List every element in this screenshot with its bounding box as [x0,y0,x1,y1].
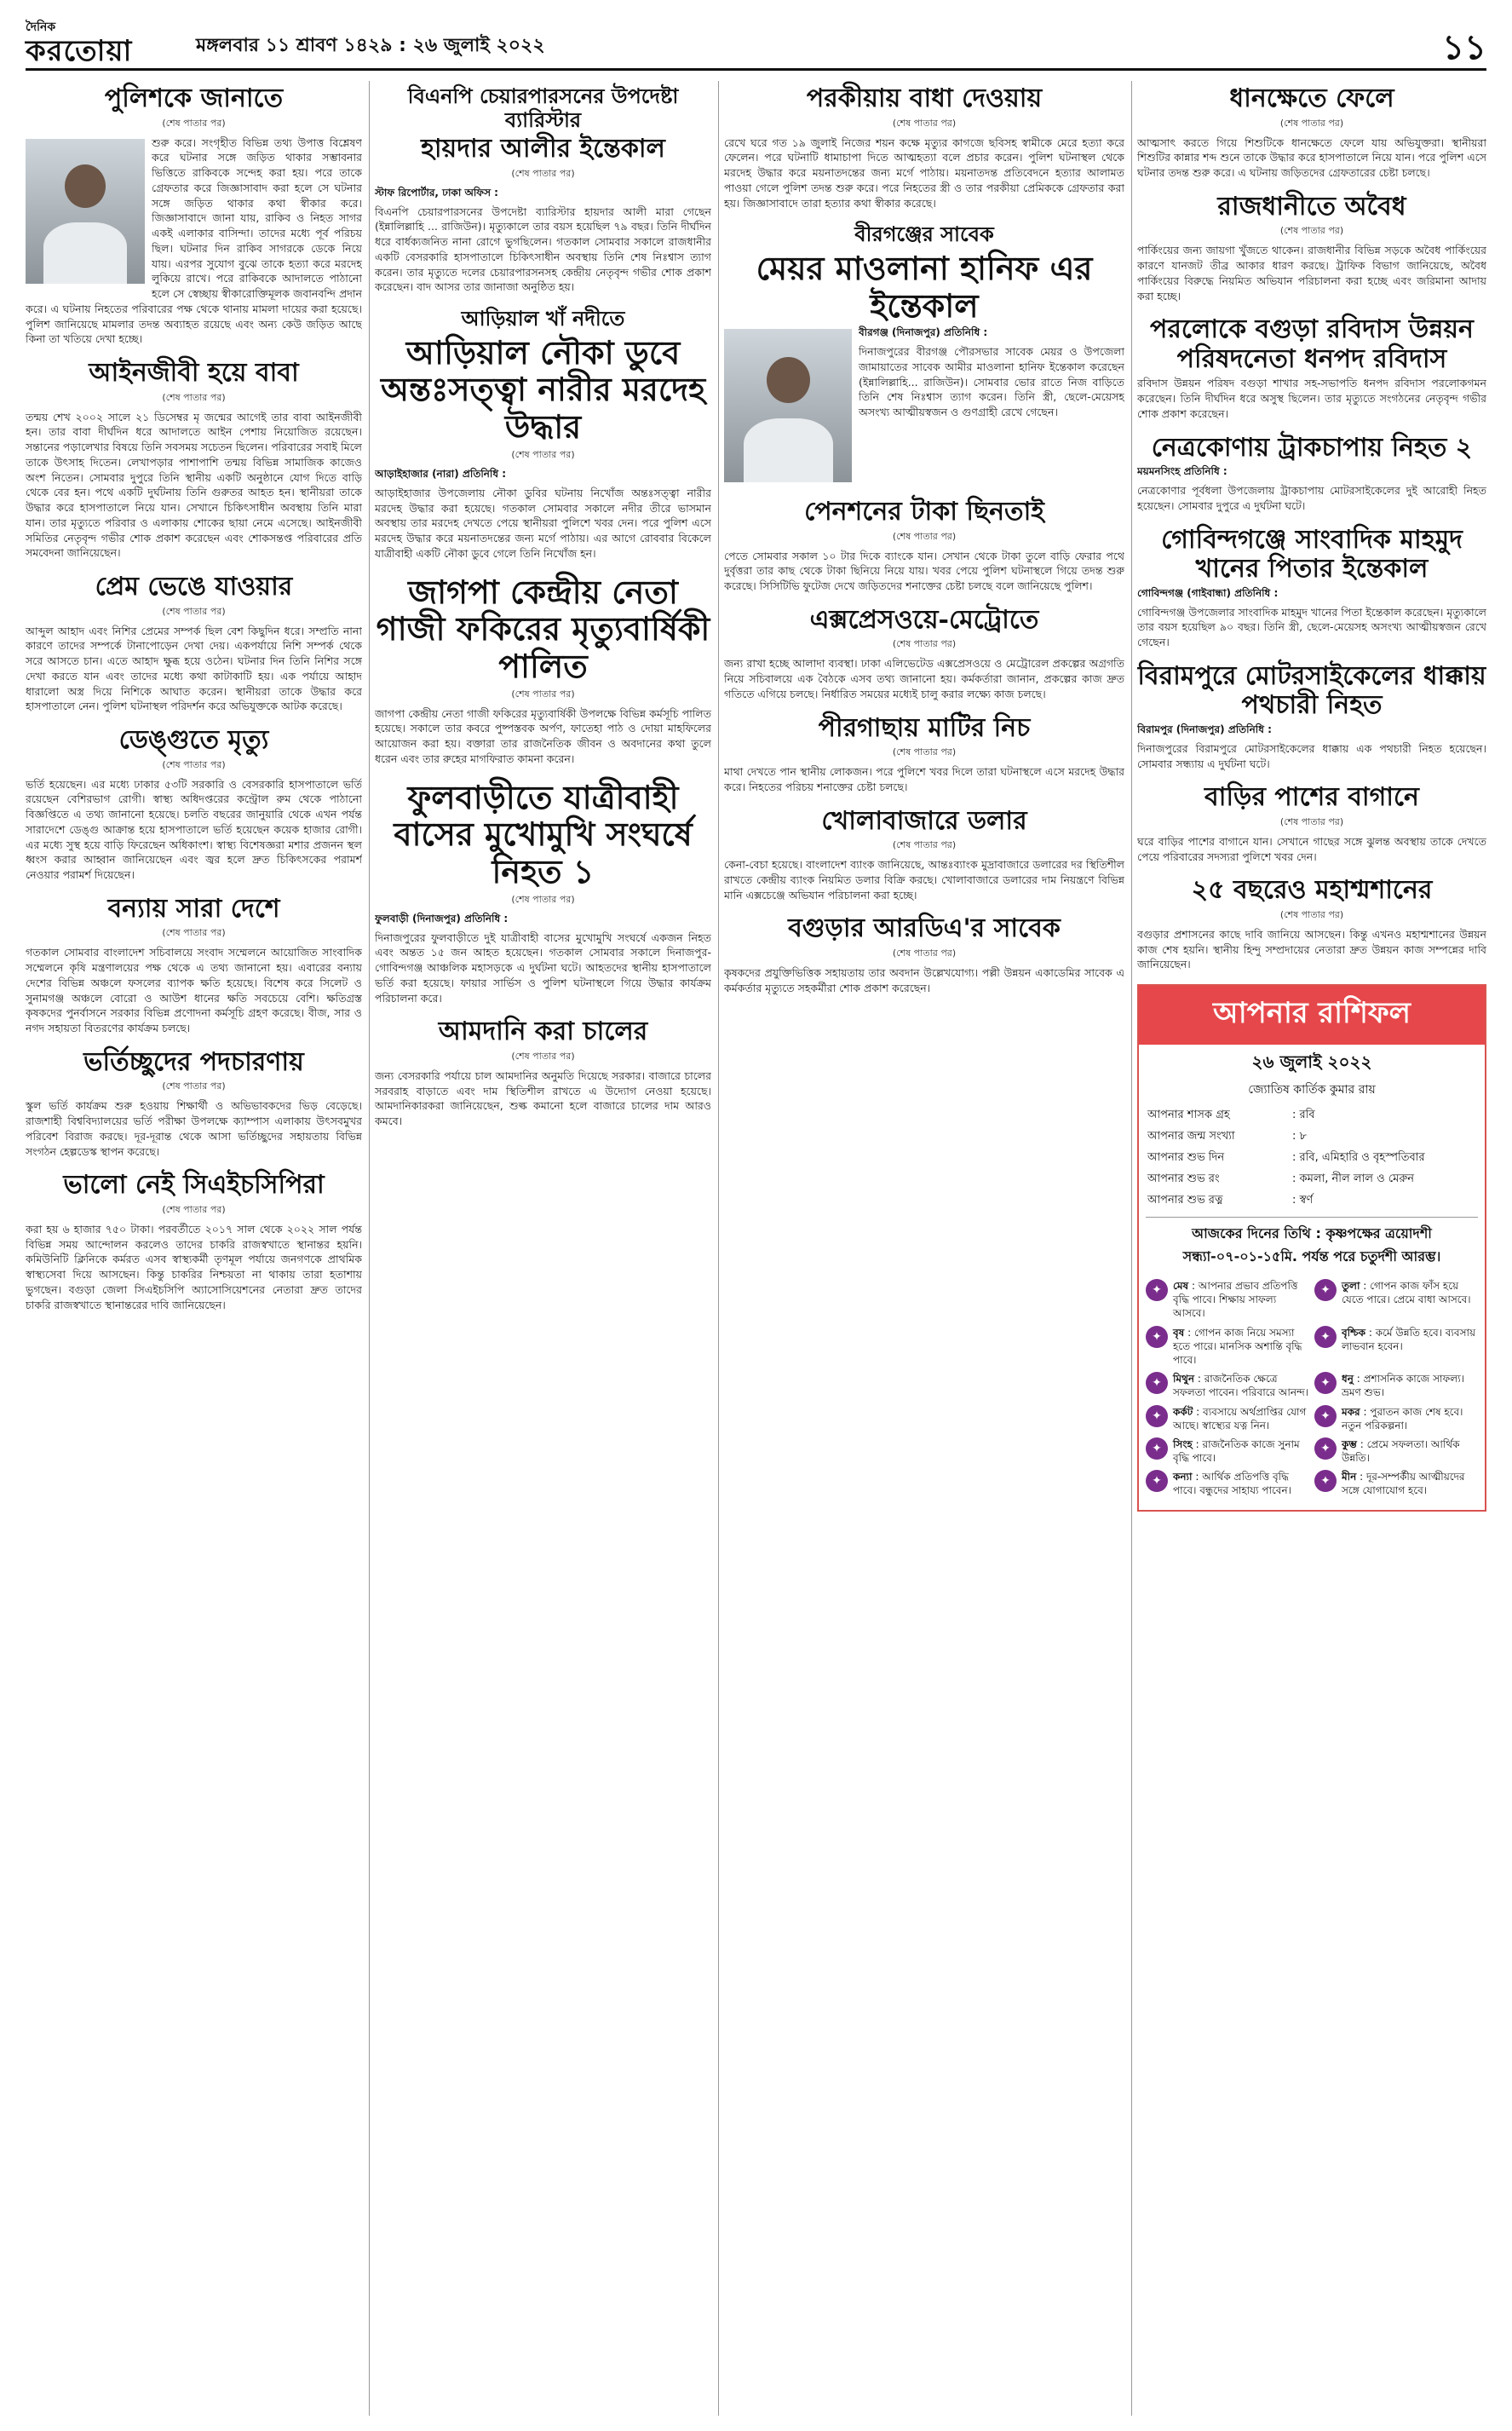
story-continued: (শেষ পাতার পর) [162,605,226,617]
newspaper-logo [26,17,175,68]
zodiac-icon: ✦ [1314,1372,1337,1394]
horoscope-row-value: : স্বর্ণ [1292,1194,1314,1207]
zodiac-reading: গোপন কাজ ফাঁস হয়ে যেতে পারে। প্রেমে বাধা আসবে। [1342,1280,1471,1306]
horoscope-row-key: আপনার জন্ম সংখ্যা [1147,1130,1235,1143]
news-story [26,573,362,714]
dateline: মঙ্গলবার ১১ শ্রাবণ ১৪২৯ : ২৬ জুলাই ২০২২ [196,35,545,56]
zodiac-text: সিংহ : রাজনৈতিক কাজে সুনাম বৃদ্ধি পাবে। [1173,1437,1300,1465]
news-story [1137,662,1486,772]
story-body: নেত্রকোণার পূর্বধলা উপজেলায় ট্রাকচাপায় মোটরসাইকেলের দুই আরোহী নিহত হয়েছেন। সোমবার দুপুরে এ দুর্ঘটনা ঘটে। [1137,484,1486,512]
story-headline: জাগপা কেন্দ্রীয় নেতা গাজী ফকিরের মৃত্যুবার্ষিকী পালিত [376,572,710,685]
zodiac-reading: প্রেমে সফলতা। আর্থিক উন্নতি। [1342,1437,1460,1465]
story-continued: (শেষ পাতার পর) [511,893,575,905]
news-story [724,714,1124,795]
horoscope-row [1139,1169,1485,1190]
column-4-stories [1137,84,1486,972]
horoscope-box [1137,984,1486,1512]
zodiac-name: মকর [1342,1405,1360,1418]
story-body: কৃষকদের প্রযুক্তিভিত্তিক সহায়তায় তার অবদান উল্লেখযোগ্য। পল্লী উন্নয়ন একাডেমির সাবেক এ কর্মকর্তার মৃত্যুতে সহকর্মীরা শোক প্রকাশ করেছেন। [724,965,1124,994]
zodiac-name: ধনু [1342,1373,1354,1385]
horoscope-tithi: আজকের দিনের তিথি : কৃষ্ণপক্ষের ত্রয়োদশী সন্ধ্যা-০৭-০১-১৫মি. পর্যন্ত পরে চতুর্দশী আরম্ভ। [1146,1217,1478,1269]
zodiac-sign [1146,1470,1309,1497]
story-kicker: বীরগঞ্জের সাবেক [854,222,994,247]
story-byline: বীরগঞ্জ (দিনাজপুর) প্রতিনিধি : [859,326,988,339]
horoscope-row-key: আপনার শাসক গ্রহ [1147,1109,1230,1121]
column-divider [369,81,370,2416]
story-continued: (শেষ পাতার পর) [892,746,957,758]
news-story [375,307,711,561]
logo-small-text: দৈনিক [26,20,56,34]
zodiac-icon: ✦ [1146,1372,1168,1394]
story-byline: আড়াইহাজার (নারা) প্রতিনিধি : [375,467,507,480]
zodiac-reading: কর্মে উন্নতি হবে। ব্যবসায় লাভবান হবেন। [1342,1326,1476,1352]
story-headline: পেনশনের টাকা ছিনতাই [804,497,1044,527]
zodiac-name: তুলা [1342,1280,1360,1292]
story-continued: (শেষ পাতার পর) [162,1203,226,1215]
zodiac-name: সিংহ [1173,1437,1193,1450]
news-story [1137,783,1486,864]
story-continued: (শেষ পাতার পর) [511,688,575,700]
horoscope-date: ২৬ জুলাই ২০২২ [1251,1051,1372,1072]
story-kicker: আড়িয়াল খাঁ নদীতে [461,306,625,331]
story-body: স্কুল ভর্তি কার্যক্রম শুরু হওয়ায় শিক্ষার্থী ও অভিভাবকদের ভিড় বেড়েছে। রাজশাহী বিশ্ববিদ্যালয়ের ভর্তি পরীক্ষা উপলক্ষে ক্যাম্পাস এলাকায় উৎসবমুখর পরিবেশ বিরাজ করছে। দূর-দূরান্ত থেকে আসা ভর্তিচ্ছুদের সহায়তায় বিভিন্ন সংগঠন হেল্পডেস্ক স্থাপন করেছে। [26,1099,362,1158]
story-headline: গোবিন্দগঞ্জে সাংবাদিক মাহমুদ খানের পিতার ইন্তেকাল [1161,524,1463,584]
zodiac-reading: দূর-সম্পর্কীয় আত্মীয়দের সঙ্গে যোগাযোগ হবে। [1342,1471,1465,1497]
zodiac-sign [1314,1437,1478,1465]
news-story [375,779,711,1006]
news-story [724,498,1124,594]
column-1 [26,81,362,2416]
story-continued: (শেষ পাতার পর) [162,758,226,770]
horoscope-info [1139,1105,1485,1212]
horoscope-row-value: : ৮ [1292,1130,1307,1143]
zodiac-reading: আপনার প্রভাব প্রতিপত্তি বৃদ্ধি পাবে। শিক্ষায় সাফল্য আসবে। [1173,1280,1298,1320]
zodiac-sign [1314,1326,1478,1368]
story-continued: (শেষ পাতার পর) [162,1080,226,1092]
news-story [26,1171,362,1312]
masthead [26,15,1486,71]
story-continued: (শেষ পাতার পর) [1279,908,1344,920]
zodiac-reading: আর্থিক প্রতিপত্তি বৃদ্ধি পাবে। বন্ধুদের সাহায্য পাবেন। [1173,1471,1291,1497]
zodiac-text: মেষ : আপনার প্রভাব প্রতিপত্তি বৃদ্ধি পাবে। শিক্ষায় সাফল্য আসবে। [1173,1280,1298,1320]
story-headline: বন্যায় সারা দেশে [107,893,280,924]
horoscope-row-value: : রবি [1292,1109,1315,1121]
zodiac-icon: ✦ [1146,1470,1168,1492]
story-kicker: বিএনপি চেয়ারপারসনের উপদেষ্টা ব্যারিস্টার [407,84,679,132]
news-story [26,726,362,883]
story-continued: (শেষ পাতার পর) [1279,117,1344,129]
news-story [724,914,1124,995]
news-story [1137,526,1486,650]
story-body: রেখে ঘরে গত ১৯ জুলাই নিজের শয়ন কক্ষে মৃত্যুর কাগজে ছবিসহ স্বামীকে মেরে হত্যা করে ফেলেন। পরে ঘটনাটি ধামাচাপা দিতে আত্মহত্যা বলে প্রচার করেন। পুলিশ ঘটনাস্থল থেকে মরদেহ উদ্ধার করে ময়নাতদন্তের জন্য মর্গে পাঠায়। ময়নাতদন্ত প্রতিবেদনে হত্যার আলামত পাওয়া গেলে পুলিশ তদন্ত শুরু করে। পরে নিহতের স্ত্রী ও তার পরকীয়া প্রেমিককে গ্রেফতার করা হয়। জিজ্ঞাসাবাদে তারা হত্যার কথা স্বীকার করেছে। [724,135,1124,210]
story-headline: বাড়ির পাশের বাগানে [1204,782,1419,813]
zodiac-icon: ✦ [1146,1437,1168,1460]
story-body: করা হয় ৬ হাজার ৭৫০ টাকা। পরবর্তীতে ২০১৭ সাল থেকে ২০২২ সাল পর্যন্ত বিভিন্ন সময় আন্দোলন করলেও তাদের চাকরি রাজস্বখাতে স্থানান্তর হয়নি। কমিউনিটি ক্লিনিকে কর্মরত এসব স্বাস্থ্যকর্মী তৃণমূল পর্যায়ে জনগণকে প্রাথমিক স্বাস্থ্যসেবা দিয়ে আসছেন। কিন্তু চাকরির নিশ্চয়তা না থাকায় তারা হতাশায় ভুগছেন। বগুড়া জেলা সিএইচসিপি অ্যাসোসিয়েশনের নেতারা দ্রুত তাদের চাকরি রাজস্বখাতে স্থানান্তরের দাবি জানিয়েছেন। [26,1222,362,1311]
column-2 [375,81,711,2416]
news-story [375,84,711,295]
zodiac-text: কর্কট : ব্যবসায়ে অর্থপ্রাপ্তির যোগ আছে। স্বাস্থ্যের যত্ন নিন। [1173,1405,1307,1432]
story-continued: (শেষ পাতার পর) [162,927,226,939]
zodiac-sign [1314,1405,1478,1432]
horoscope-row-key: আপনার শুভ দিন [1147,1151,1225,1164]
story-continued: (শেষ পাতার পর) [1279,815,1344,827]
zodiac-sign [1146,1372,1309,1399]
zodiac-text: মিথুন : রাজনৈতিক ক্ষেত্রে সফলতা পাবেন। পরিবারে আনন্দ। [1173,1373,1308,1399]
zodiac-icon: ✦ [1314,1437,1337,1460]
story-body: জন্য বেসরকারি পর্যায়ে চাল আমদানির অনুমতি দিয়েছে সরকার। বাজারে চালের সরবরাহ বাড়াতে এবং দাম স্থিতিশীল রাখতে এ উদ্যোগ নেওয়া হয়েছে। আমদানিকারকরা জানিয়েছেন, শুল্ক কমানো হলে বাজারে চালের দাম আরও কমবে। [375,1069,711,1128]
news-story [375,573,711,767]
news-story [724,606,1124,702]
horoscope-row [1139,1105,1485,1126]
story-body: পার্কিংয়ের জন্য জায়গা খুঁজতে থাকেন। রাজধানীর বিভিন্ন সড়কে অবৈধ পার্কিংয়ের কারণে যানজট তীব্র আকার ধারণ করছে। ট্রাফিক বিভাগ জানিয়েছে, অবৈধ পার্কিংয়ের বিরুদ্ধে নিয়মিত অভিযান পরিচালনা করা হচ্ছে এবং জরিমানা আদায় করা হচ্ছে। [1137,244,1486,302]
story-headline: হায়দার আলীর ইন্তেকাল [421,134,665,164]
zodiac-sign [1314,1372,1478,1399]
story-body: গতকাল সোমবার বাংলাদেশ সচিবালয়ে সংবাদ সম্মেলনে আয়োজিত সাংবাদিক সম্মেলনে কৃষি মন্ত্রণালয়ের পক্ষ থেকে এ তথ্য জানানো হয়। এবারের বন্যায় দেশের বিভিন্ন অঞ্চলে ফসলের ব্যাপক ক্ষতি হয়েছে। বিশেষ করে সিলেট ও সুনামগঞ্জ অঞ্চলে বোরো ও আউশ ধানের ক্ষতি সবচেয়ে বেশি। ক্ষতিগ্রস্ত কৃষকদের পুনর্বাসনে সরকার বিভিন্ন প্রণোদনা কর্মসূচি গ্রহণ করেছে। বীজ, সার ও নগদ সহায়তা বিতরণের কার্যক্রম চলছে। [26,946,362,1034]
story-continued: (শেষ পাতার পর) [892,117,957,129]
story-body: তন্ময় শেখ ২০০২ সালে ২১ ডিসেম্বর মৃ জন্মের আগেই তার বাবা আইনজীবী হন। তার বাবা দীর্ঘদিন ধরে আদালতে আইন পেশায় নিয়োজিত রয়েছেন। সন্তানের পড়ালেখার বিষয়ে তিনি সবসময় সচেতন ছিলেন। পরিবারের সবাই মিলে তাকে উৎসাহ দিতেন। লেখাপড়ার পাশাপাশি তন্ময় বিভিন্ন সামাজিক কাজেও অংশ নিতেন। সোমবার দুপুরে তিনি স্থানীয় একটি অনুষ্ঠানে যোগ দিতে বাড়ি থেকে বের হন। পথে একটি দুর্ঘটনায় তিনি গুরুতর আহত হন। স্থানীয়রা তাকে উদ্ধার করে হাসপাতালে নিয়ে যান। সেখানে চিকিৎসাধীন অবস্থায় তিনি মারা যান। তার মৃত্যুতে পরিবার ও এলাকায় শোকের ছায়া নেমে এসেছে। আইনজীবী সমিতির নেতৃবৃন্দ গভীর শোক প্রকাশ করেছেন এবং শোকসন্তপ্ত পরিবারের প্রতি সমবেদনা জানিয়েছেন। [26,410,362,560]
horoscope-row-key: আপনার শুভ রত্ন [1147,1194,1223,1207]
zodiac-sign [1146,1405,1309,1432]
news-story [724,84,1124,210]
story-body: বিএনপি চেয়ারপারসনের উপদেষ্টা ব্যারিস্টার হায়দার আলী মারা গেছেন (ইন্নালিল্লাহি ... রাজিউন)। মৃত্যুকালে তার বয়স হয়েছিল ৭৯ বছর। তিনি দীর্ঘদিন ধরে বার্ধক্যজনিত নানা রোগে ভুগছিলেন। গতকাল সোমবার সকালে রাজধানীর একটি বেসরকারি হাসপাতালে চিকিৎসাধীন অবস্থায় তিনি শেষ নিঃশ্বাস ত্যাগ করেন। তার মৃত্যুতে দলের চেয়ারপারসনসহ কেন্দ্রীয় নেতৃবৃন্দ গভীর শোক প্রকাশ করেছেন। বাদ আসর তার জানাজা অনুষ্ঠিত হয়। [375,205,711,294]
zodiac-icon: ✦ [1146,1326,1168,1348]
zodiac-name: বৃষ [1173,1326,1185,1339]
story-body: পেতে সোমবার সকাল ১০ টার দিকে ব্যাংকে যান। সেখান থেকে টাকা তুলে বাড়ি ফেরার পথে দুর্বৃত্তরা তার কাছ থেকে টাকা ছিনিয়ে নিয়ে যায়। খবর পেয়ে পুলিশ ঘটনাস্থলে গিয়ে তদন্ত শুরু করেছে। সিসিটিভি ফুটেজ দেখে জড়িতদের শনাক্তের চেষ্টা চলছে বলে জানিয়েছে পুলিশ। [724,549,1124,593]
photo-torso [43,222,127,283]
zodiac-text: বৃষ : গোপন কাজ নিয়ে সমস্যা হতে পারে। মানসিক অশান্তি বৃদ্ধি পাবে। [1173,1326,1302,1366]
story-byline: ফুলবাড়ী (দিনাজপুর) প্রতিনিধি : [375,912,509,925]
story-body: গোবিন্দগঞ্জ উপজেলার সাংবাদিক মাহমুদ খানের পিতা ইন্তেকাল করেছেন। মৃত্যুকালে তার বয়স হয়েছিল ৯০ বছর। তিনি স্ত্রী, ছেলে-মেয়েসহ অসংখ্য আত্মীয়স্বজন রেখে গেছেন। [1137,605,1486,648]
story-body: আড়াইহাজার উপজেলায় নৌকা ডুবির ঘটনায় নিখোঁজ অন্তঃসত্ত্বা নারীর মরদেহ উদ্ধার করা হয়েছে। গতকাল সোমবার সকালে নদীর তীরে ভাসমান অবস্থায় তার মরদেহ দেখতে পেয়ে স্থানীয়রা পুলিশে খবর দেন। পরে পুলিশ এসে মরদেহ উদ্ধার করে ময়নাতদন্তের জন্য মর্গে পাঠায়। এর আগে রোববার বিকেলে যাত্রীবাহী একটি নৌকা ডুবে গেলে তিনি নিখোঁজ হন। [375,486,711,560]
column-divider [1131,81,1132,2416]
horoscope-signs [1139,1274,1485,1503]
news-story [1137,876,1486,972]
photo-head [65,164,106,208]
story-headline: রাজধানীতে অবৈধ [1217,191,1406,222]
story-body: কেনা-বেচা হয়েছে। বাংলাদেশ ব্যাংক জানিয়েছে, আন্তঃব্যাংক মুদ্রাবাজারে ডলারের দর স্থিতিশীল রাখতে কেন্দ্রীয় ব্যাংক নিয়মিত ডলার বিক্রি করছে। খোলাবাজারে ডলারের দাম নিয়ন্ত্রণে বিভিন্ন মানি এক্সচেঞ্জে অভিযান পরিচালনা করা হচ্ছে। [724,858,1124,902]
story-body: মাথা দেখতে পান স্থানীয় লোকজন। পরে পুলিশে খবর দিলে তারা ঘটনাস্থলে এসে মরদেহ উদ্ধার করে। নিহতের পরিচয় শনাক্তের চেষ্টা চলছে। [724,765,1124,793]
zodiac-text: কুম্ভ : প্রেমে সফলতা। আর্থিক উন্নতি। [1342,1437,1460,1465]
news-story [724,807,1124,903]
news-story [1137,434,1486,514]
story-continued: (শেষ পাতার পর) [511,1050,575,1062]
news-story [1137,84,1486,181]
story-headline: পুলিশকে জানাতে [104,84,284,113]
story-body: ভর্তি হয়েছেন। এর মধ্যে ঢাকার ৫৩টি সরকারি ও বেসরকারি হাসপাতালে ভর্তি রয়েছেন বেশিরভাগ রোগী। স্বাস্থ্য অধিদপ্তরের কন্ট্রোল রুম থেকে পাঠানো বিজ্ঞপ্তিতে এ তথ্য জানানো হয়েছে। চলতি বছরের জানুয়ারি থেকে এখন পর্যন্ত সারাদেশে ডেঙ্গু আক্রান্ত হয়ে হাসপাতালে ভর্তি হয়েছেন কয়েক হাজার রোগী। এর মধ্যে সুস্থ হয়ে বাড়ি ফিরেছেন অধিকাংশ। স্বাস্থ্য বিশেষজ্ঞরা মশার প্রজনন স্থল ধ্বংস করার আহ্বান জানিয়েছেন এবং জ্বর হলে দ্রুত চিকিৎসকের পরামর্শ নেওয়ার পরামর্শ দিয়েছেন। [26,777,362,881]
story-body: শুরু করে। সংগৃহীত বিভিন্ন তথ্য উপাত্ত বিশ্লেষণ করে ঘটনার সঙ্গে জড়িত থাকার সম্ভাবনার ভিত্তিতে রাকিবকে সন্দেহ করা হয়। পরে তাকে গ্রেফতার করে জিজ্ঞাসাবাদ করা হলে সে ঘটনার সঙ্গে জড়িত থাকার কথা স্বীকার করে। জিজ্ঞাসাবাদে জানা যায়, রাকিব ও নিহত সাগর একই এলাকার বাসিন্দা। তাদের মধ্যে পূর্ব পরিচয় ছিল। ঘটনার দিন রাকিব সাগরকে ডেকে নিয়ে যায়। এরপর সুযোগ বুঝে তাকে হত্যা করে মরদেহ লুকিয়ে রাখে। পরে রাকিবকে আদালতে পাঠানো হলে সে স্বেচ্ছায় স্বীকারোক্তিমূলক জবানবন্দি প্রদান করে। এ ঘটনায় নিহতের পরিবারের পক্ষ থেকে থানায় মামলা দায়ের করা হয়েছে। পুলিশ জানিয়েছে মামলার তদন্ত অব্যাহত রয়েছে এবং অন্য কেউ জড়িত আছে কিনা তা খতিয়ে দেখা হচ্ছে। [26,135,362,346]
news-story [1137,193,1486,304]
story-headline: মেয়র মাওলানা হানিফ এর ইন্তেকাল [756,248,1093,325]
zodiac-sign [1146,1437,1309,1465]
zodiac-name: কর্কট [1173,1405,1193,1418]
news-story [724,222,1124,486]
zodiac-name: মীন [1342,1471,1357,1483]
zodiac-icon: ✦ [1314,1326,1337,1348]
story-continued: (শেষ পাতার পর) [162,117,226,129]
story-headline: খোলাবাজারে ডলার [821,805,1027,836]
news-story [26,84,362,347]
story-byline: ময়মনসিংহ প্রতিনিধি : [1137,465,1227,477]
news-story [1137,315,1486,421]
story-headline: এক্সপ্রেসওয়ে-মেট্রোতে [809,604,1039,635]
zodiac-sign [1146,1326,1309,1368]
news-story [26,1048,362,1160]
horoscope-row-key: আপনার শুভ রং [1147,1172,1220,1185]
story-headline: পরকীয়ায় বাধা দেওয়ায় [806,84,1043,113]
story-continued: (শেষ পাতার পর) [892,530,957,542]
news-story [26,895,362,1036]
story-headline: ডেঙ্গুতে মৃত্যু [118,725,269,755]
zodiac-icon: ✦ [1314,1470,1337,1492]
story-headline: ধানক্ষেতে ফেলে [1229,84,1394,113]
story-headline: আড়িয়াল নৌকা ডুবে অন্তঃসত্ত্বা নারীর মরদেহ উদ্ধার [380,332,706,446]
story-continued: (শেষ পাতার পর) [892,947,957,959]
story-body: দিনাজপুরের ফুলবাড়ীতে দুই যাত্রীবাহী বাসের মুখোমুখি সংঘর্ষে একজন নিহত এবং অন্তত ১৫ জন আহত হয়েছেন। গতকাল সোমবার সকালে দিনাজপুর-গোবিন্দগঞ্জ আঞ্চলিক মহাসড়কে এ দুর্ঘটনা ঘটে। আহতদের স্থানীয় হাসপাতালে ভর্তি করা হয়েছে। ফায়ার সার্ভিস ও পুলিশ ঘটনাস্থলে গিয়ে উদ্ধার কার্যক্রম পরিচালনা করে। [375,930,711,1005]
story-headline: নেত্রকোণায় ট্রাকচাপায় নিহত ২ [1151,432,1473,463]
zodiac-text: বৃশ্চিক : কর্মে উন্নতি হবে। ব্যবসায় লাভবান হবেন। [1342,1326,1476,1352]
story-byline: বিরামপুর (দিনাজপুর) প্রতিনিধি : [1137,723,1272,735]
zodiac-text: ধনু : প্রশাসনিক কাজে সাফল্য। ভ্রমণ শুভ। [1342,1373,1464,1399]
story-byline: স্টাফ রিপোর্টার, ঢাকা অফিস : [375,186,498,199]
story-body: রবিদাস উন্নয়ন পরিষদ বগুড়া শাখার সহ-সভাপতি ধনপদ রবিদাস পরলোকগমন করেছেন। তিনি দীর্ঘদিন ধরে অসুস্থ ছিলেন। তার মৃত্যুতে সংগঠনের নেতৃবৃন্দ গভীর শোক প্রকাশ করেছেন। [1137,377,1486,420]
story-headline: প্রেম ভেঙে যাওয়ার [95,572,293,602]
zodiac-icon: ✦ [1314,1279,1337,1301]
photo-torso [744,418,833,483]
zodiac-sign [1146,1279,1309,1321]
horoscope-row-value: : রবি, এমিহারি ও বৃহস্পতিবার [1292,1151,1425,1164]
story-continued: (শেষ পাতার পর) [162,391,226,403]
horoscope-astrologer: জ্যোতিষ কার্তিক কুমার রায় [1248,1083,1376,1097]
story-body: জন্য রাখা হচ্ছে আলাদা ব্যবস্থা। ঢাকা এলিভেটেড এক্সপ্রেসওয়ে ও মেট্রোরেল প্রকল্পের অগ্রগতি নিয়ে সচিবালয়ে এক বৈঠকে এসব তথ্য জানানো হয়। কর্মকর্তারা জানান, প্রকল্পের কাজ দ্রুত গতিতে এগিয়ে চলছে। নির্ধারিত সময়ের মধ্যেই চালু করার লক্ষ্যে কাজ চলছে। [724,657,1124,700]
zodiac-name: মেষ [1173,1280,1189,1292]
column-3 [724,81,1124,2416]
story-headline: ফুলবাড়ীতে যাত্রীবাহী বাসের মুখোমুখি সংঘর্ষে নিহত ১ [394,777,693,891]
zodiac-reading: ব্যবসায়ে অর্থপ্রাপ্তির যোগ আছে। স্বাস্থ্যের যত্ন নিন। [1173,1405,1307,1432]
zodiac-name: কুম্ভ [1342,1437,1357,1450]
story-body: বগুড়ার প্রশাসনের কাছে দাবি জানিয়ে আসছেন। কিন্তু এখনও মহাশ্মশানের উন্নয়ন কাজ শেষ হয়নি। স্থানীয় হিন্দু সম্প্রদায়ের নেতারা দ্রুত উন্নয়ন কাজ সম্পন্নের দাবি জানিয়েছেন। [1137,927,1486,971]
story-headline: আইনজীবী হয়ে বাবা [89,358,299,388]
page-number: ১১ [1442,27,1486,67]
story-headline: বিরামপুরে মোটরসাইকেলের ধাক্কায় পথচারী নিহত [1137,660,1486,721]
zodiac-name: কন্যা [1173,1471,1193,1483]
story-body: দিনাজপুরের বীরগঞ্জ পৌরসভার সাবেক মেয়র ও উপজেলা জামায়াতের সাবেক আমীর মাওলানা হানিফ ইন্তেকাল করেছেন (ইন্নালিল্লাহি... রাজিউন)। সোমবার ভোর রাতে নিজ বাড়িতে তিনি শেষ নিঃশ্বাস ত্যাগ করেন। তিনি স্ত্রী, ছেলে-মেয়েসহ অসংখ্য আত্মীয়স্বজন ও গুণগ্রাহী রেখে গেছেন। [859,345,1124,419]
zodiac-name: বৃশ্চিক [1342,1326,1366,1339]
story-continued: (শেষ পাতার পর) [511,448,575,460]
zodiac-text: কন্যা : আর্থিক প্রতিপত্তি বৃদ্ধি পাবে। বন্ধুদের সাহায্য পাবেন। [1173,1471,1291,1497]
zodiac-icon: ✦ [1146,1279,1168,1301]
story-body: দিনাজপুরের বিরামপুরে মোটরসাইকেলের ধাক্কায় এক পথচারী নিহত হয়েছেন। সোমবার সন্ধ্যায় এ দুর্ঘটনা ঘটে। [1137,741,1486,770]
story-headline: ভর্তিচ্ছুদের পদচারণায় [83,1046,304,1077]
story-body: ঘরে বাড়ির পাশের বাগানে যান। সেখানে গাছের সঙ্গে ঝুলন্ত অবস্থায় তাকে দেখতে পেয়ে পরিবারের সদস্যরা পুলিশে খবর দেন। [1137,834,1486,863]
zodiac-reading: পুরাতন কাজ শেষ হবে। নতুন পরিকল্পনা। [1342,1405,1463,1432]
column-4 [1137,81,1486,2416]
story-headline: পীরগাছায় মাটির নিচ [818,712,1031,743]
story-headline: ২৫ বছরেও মহাশ্মশানের [1191,875,1433,906]
zodiac-reading: রাজনৈতিক ক্ষেত্রে সফলতা পাবেন। পরিবারে আনন্দ। [1173,1373,1308,1399]
story-headline: বগুড়ার আরডিএ'র সাবেক [788,913,1061,944]
horoscope-title: আপনার রাশিফল [1139,986,1485,1045]
story-body: জাগপা কেন্দ্রীয় নেতা গাজী ফকিরের মৃত্যুবার্ষিকী উপলক্ষে বিভিন্ন কর্মসূচি পালিত হয়েছে। সকালে তার কবরে পুষ্পস্তবক অর্পণ, ফাতেহা পাঠ ও দোয়া মাহফিলের আয়োজন করা হয়। বক্তারা তার রাজনৈতিক জীবন ও অবদানের কথা তুলে ধরেন এবং তার রুহের মাগফিরাত কামনা করেন। [375,706,711,765]
photo-head [767,357,810,403]
logo-title: করতোয়া [26,34,133,68]
zodiac-sign [1314,1470,1478,1497]
news-story [26,359,362,561]
zodiac-icon: ✦ [1146,1405,1168,1427]
horoscope-row [1139,1126,1485,1148]
column-divider [718,81,719,2416]
zodiac-reading: রাজনৈতিক কাজে সুনাম বৃদ্ধি পাবে। [1173,1437,1300,1465]
story-continued: (শেষ পাতার পর) [892,839,957,851]
story-body: আত্মসাৎ করতে গিয়ে শিশুটিকে ধানক্ষেতে ফেলে যায় অভিযুক্তরা। স্থানীয়রা শিশুটির কান্নার শব্দ শুনে তাকে উদ্ধার করে হাসপাতালে নিয়ে যান। পরে পুলিশ এসে ঘটনার তদন্ত শুরু করে। এ ঘটনায় জড়িতদের গ্রেফতারের চেষ্টা চলছে। [1137,135,1486,179]
zodiac-reading: গোপন কাজ নিয়ে সমস্যা হতে পারে। মানসিক অশান্তি বৃদ্ধি পাবে। [1173,1326,1302,1366]
story-continued: (শেষ পাতার পর) [511,167,575,179]
story-byline: গোবিন্দগঞ্জ (গাইবান্ধা) প্রতিনিধি : [1137,586,1279,599]
zodiac-name: মিথুন [1173,1373,1195,1385]
story-continued: (শেষ পাতার পর) [892,638,957,650]
zodiac-icon: ✦ [1314,1405,1337,1427]
horoscope-row-value: : কমলা, নীল লাল ও মেরুন [1292,1172,1415,1185]
zodiac-text: তুলা : গোপন কাজ ফাঁস হয়ে যেতে পারে। প্রেমে বাধা আসবে। [1342,1280,1471,1306]
zodiac-text: মীন : দূর-সম্পর্কীয় আত্মীয়দের সঙ্গে যোগাযোগ হবে। [1342,1471,1465,1497]
story-headline: ভালো নেই সিএইচসিপিরা [63,1170,325,1201]
zodiac-reading: প্রশাসনিক কাজে সাফল্য। ভ্রমণ শুভ। [1342,1373,1464,1399]
story-photo [724,329,852,482]
story-headline: পরলোকে বগুড়া রবিদাস উন্নয়ন পরিষদনেতা ধনপদ রবিদাস [1150,314,1474,374]
story-continued: (শেষ পাতার পর) [1279,225,1344,237]
horoscope-row [1139,1190,1485,1212]
story-body: আব্দুল আহাদ এবং নিশির প্রেমের সম্পর্ক ছিল বেশ কিছুদিন ধরে। সম্প্রতি নানা কারণে তাদের সম্পর্কে টানাপোড়েন দেখা দেয়। একপর্যায়ে নিশি সম্পর্ক থেকে সরে আসতে চান। এতে আহাদ ক্ষুব্ধ হয়ে ওঠেন। ঘটনার দিন তিনি নিশির সঙ্গে দেখা করতে যান এবং তাদের মধ্যে কথা কাটাকাটি হয়। এক পর্যায়ে আহাদ ধারালো অস্ত্র দিয়ে নিশিকে আঘাত করেন। স্থানীয়রা তাকে উদ্ধার করে হাসপাতালে নেন। পুলিশ ঘটনাস্থল পরিদর্শন করে অভিযুক্তকে আটক করেছে। [26,624,362,713]
horoscope-row [1139,1148,1485,1169]
zodiac-sign [1314,1279,1478,1321]
story-photo [26,139,145,284]
news-story [375,1017,711,1129]
zodiac-text: মকর : পুরাতন কাজ শেষ হবে। নতুন পরিকল্পনা। [1342,1405,1463,1432]
story-headline: আমদানি করা চালের [438,1017,648,1047]
